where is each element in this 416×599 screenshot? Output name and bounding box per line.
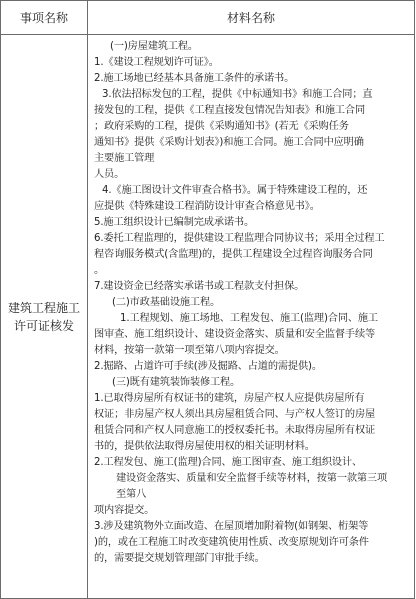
list-item-continued: 建设资金落实、质量和安全监督手续等材料，按第一款第三项 — [116, 473, 388, 484]
table-row — [1, 35, 415, 599]
list-item-continued: 应提供《特殊建设工程消防设计审查合格意见书》。 — [94, 201, 320, 212]
list-item-continued: 权证；非房屋产权人须出具房屋租赁合同、与产权人签订的房屋 — [94, 409, 376, 420]
list-item-continued: 材料，按第一款第一项至第八项内容提交。 — [94, 345, 285, 356]
list-item-continued: )的，或在工程施工时改变建筑使用性质、改变原规划许可条件 — [94, 537, 369, 548]
list-item-continued: 主要施工管理 — [94, 153, 155, 164]
list-item: 1.工程规划、施工场地、工程发包、施工(监理)合同、施工 — [120, 313, 378, 324]
header-materials: 材料名称 — [88, 1, 415, 35]
list-item-continued: 的，需要提交规划管理部门审批手续。 — [94, 553, 265, 564]
list-item: 5.施工组织设计已编制完成承诺书。 — [94, 217, 254, 228]
list-item-continued: 接发包的工程，提供《工程直接发包情况告知表》和施工合同 — [94, 105, 366, 116]
list-item: 3.依法招标发包的工程，提供《中标通知书》和施工合同；直 — [102, 89, 373, 100]
list-item-continued: 。 — [94, 265, 105, 276]
list-item-continued: 书的，提供依法取得房屋使用权的相关证明材料。 — [94, 441, 315, 452]
list-item-continued: ；政府采购的工程，提供《采购通知书》(若无《采购任务 — [94, 121, 349, 132]
list-item-continued: 至第八 — [116, 489, 147, 500]
list-item: 2.施工场地已经基本具备施工条件的承诺书。 — [94, 73, 295, 84]
list-item-continued: 程咨询服务模式(含监理)的，提供工程建设全过程咨询服务合同 — [94, 249, 373, 260]
list-item-continued: 图审查、施工组织设计、建设资金落实、质量和安全监督手续等 — [94, 329, 376, 340]
section-heading: (三)既有建筑装饰装修工程。 — [112, 377, 241, 388]
item-name-cell: 建筑工程施工许可证核发 — [1, 35, 88, 599]
list-item: 4.《施工图设计文件审查合格书》。属于特殊建设工程的，还 — [102, 185, 368, 196]
header-row — [1, 1, 415, 35]
list-item: 3.涉及建筑物外立面改造、在屋顶增加附着物(如钢架、桁架等 — [94, 521, 369, 532]
list-item: 1.《建设工程规划许可证》。 — [94, 57, 219, 68]
materials-text — [88, 35, 414, 567]
list-item: 6.委托工程监理的，提供建设工程监理合同协议书；采用全过程工 — [94, 233, 385, 244]
list-item: 7.建设资金已经落实承诺书或工程款支付担保。 — [94, 281, 305, 292]
list-item: 2.掘路、占道许可手续(涉及掘路、占道的需提供)。 — [94, 361, 322, 372]
materials-cell — [88, 35, 415, 599]
list-item-continued: 租赁合同和产权人同意施工的授权委托书。未取得房屋所有权证 — [94, 425, 376, 436]
list-item: 1.已取得房屋所有权证书的建筑，房屋产权人应提供房屋所有 — [94, 393, 365, 404]
header-item-name: 事项名称 — [1, 1, 88, 35]
list-item-continued: 人员。 — [94, 169, 125, 180]
list-item: 2.工程发包、施工(监理)合同、施工图审查、施工组织设计、 — [94, 457, 363, 468]
list-item-continued: 通知书》提供《采购计划表》)和施工合同。施工合同中应明确 — [94, 137, 364, 148]
list-item-continued: 项内容提交。 — [94, 505, 155, 516]
section-heading: (二)市政基础设施工程。 — [112, 297, 221, 308]
section-heading: (一)房屋建筑工程。 — [110, 41, 198, 52]
